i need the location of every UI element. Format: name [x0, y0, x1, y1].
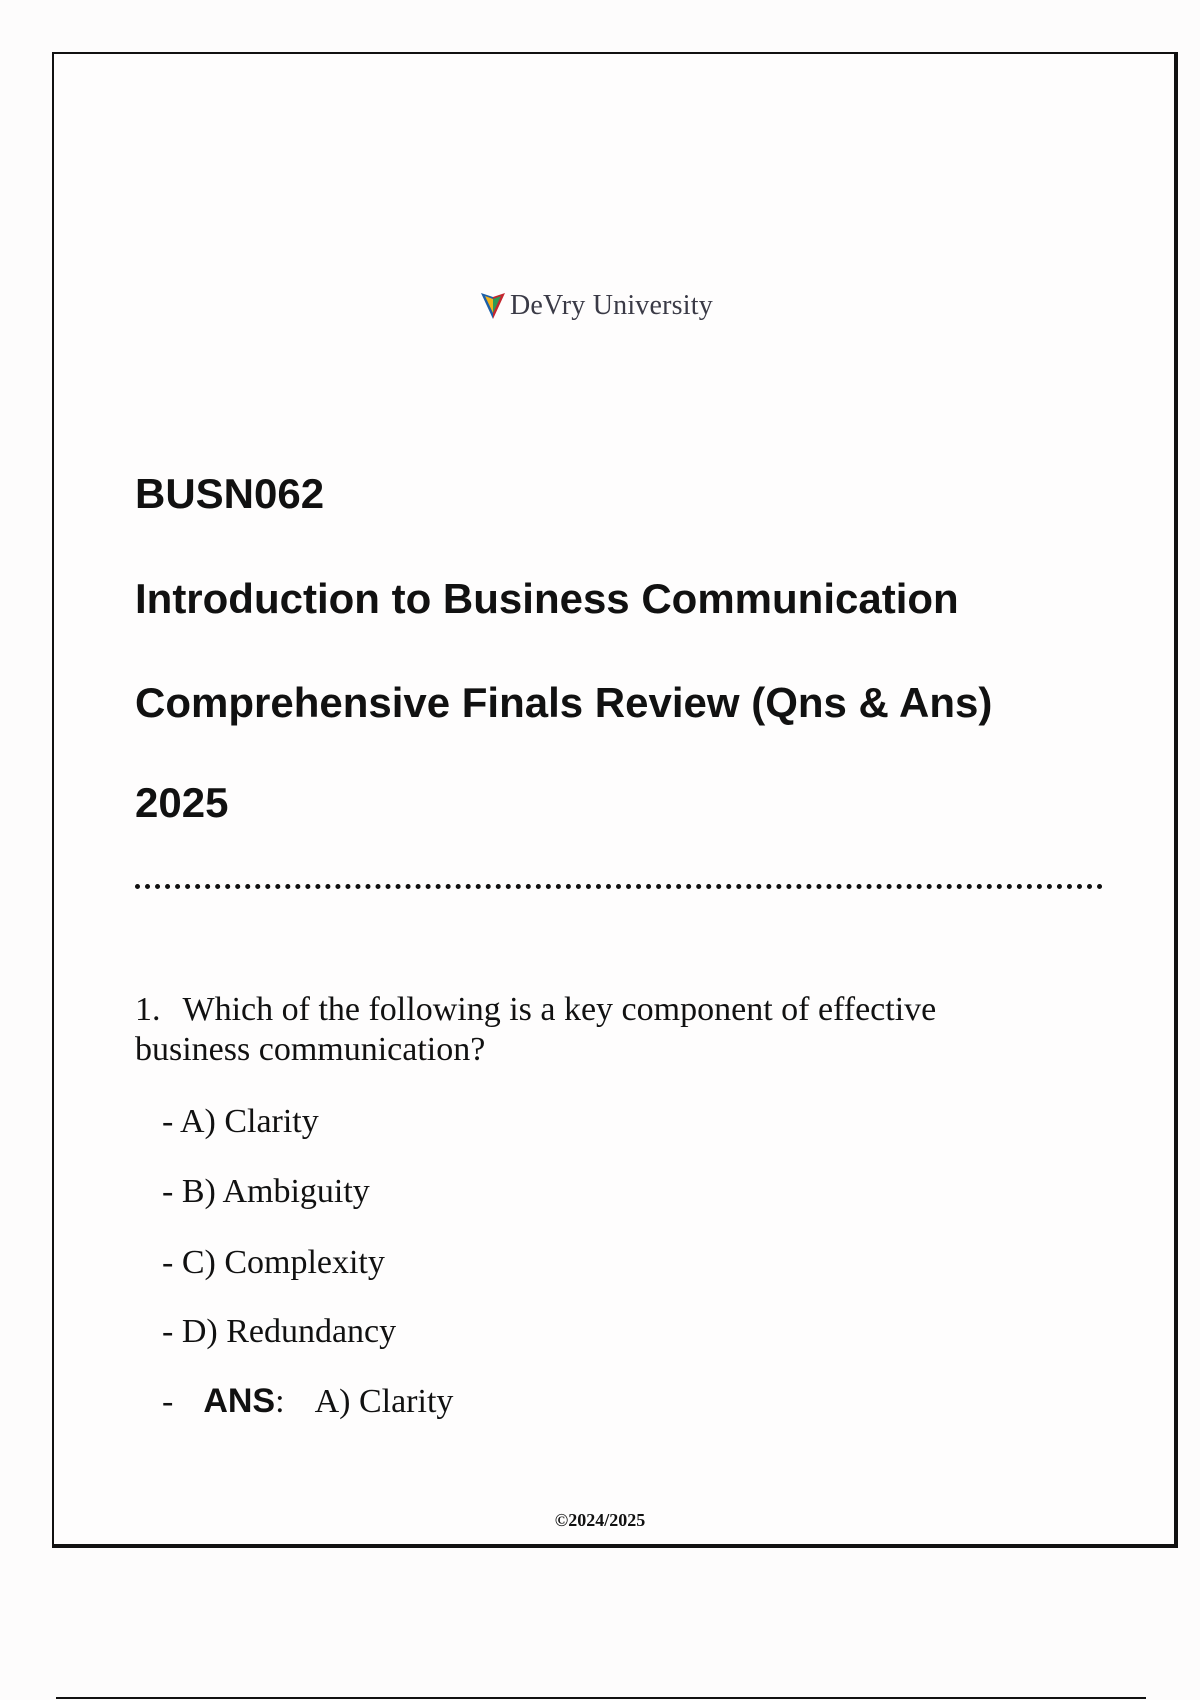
dotted-divider [135, 884, 1103, 889]
answer-line [162, 1382, 453, 1421]
question-body: Which of the following is a key component of effective business communication? [135, 991, 937, 1068]
question-text [135, 990, 1035, 1070]
option-c: - C) Complexity [162, 1244, 385, 1281]
answer-colon: : [275, 1383, 285, 1420]
question-number: 1. [135, 991, 161, 1028]
course-title: Introduction to Business Communication [135, 575, 959, 622]
answer-dash: - [162, 1383, 174, 1420]
bottom-rule [56, 1697, 1146, 1699]
logo-text: DeVry University [510, 290, 713, 321]
option-d: - D) Redundancy [162, 1313, 397, 1350]
document-year: 2025 [135, 779, 229, 826]
course-code: BUSN062 [135, 470, 325, 517]
option-a: - A) Clarity [162, 1103, 319, 1140]
copyright-notice: ©2024/2025 [554, 1510, 646, 1530]
shield-logo-icon [480, 291, 506, 321]
answer-value: A) Clarity [314, 1383, 454, 1420]
option-b: - B) Ambiguity [162, 1173, 370, 1210]
answer-label: ANS [203, 1382, 276, 1420]
document-title: Comprehensive Finals Review (Qns & Ans) [135, 679, 993, 726]
university-logo [480, 290, 713, 322]
